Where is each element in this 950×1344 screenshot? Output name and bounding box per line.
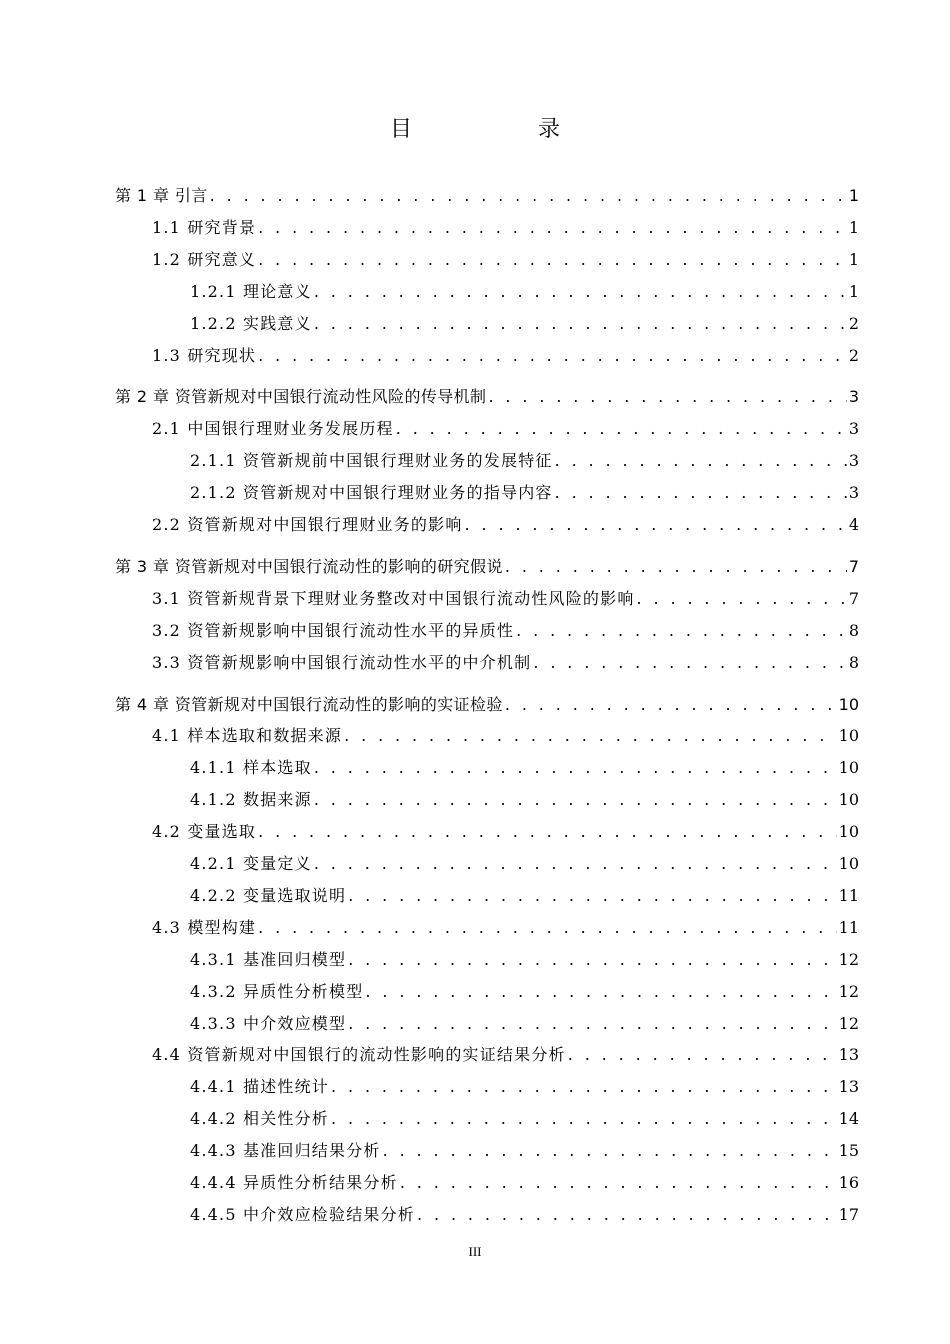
toc-leader-dots xyxy=(488,381,846,413)
toc-entry-page: 1 xyxy=(848,281,859,301)
toc-entry-page: 7 xyxy=(848,556,859,576)
toc-entry-label: 2.1 中国银行理财业务发展历程 xyxy=(152,419,394,439)
toc-entry[interactable] xyxy=(190,308,859,340)
toc-leader-dots xyxy=(344,720,837,752)
toc-chapter-entry[interactable] xyxy=(115,551,859,583)
toc-leader-dots xyxy=(314,308,847,340)
toc-entry-label: 3.1 资管新规背景下理财业务整改对中国银行流动性风险的影响 xyxy=(152,588,635,608)
toc-leader-dots xyxy=(637,583,847,615)
toc-entry-page: 1 xyxy=(848,217,859,237)
toc-entry-page: 10 xyxy=(838,854,859,873)
toc-entry-label: 1.2.1 理论意义 xyxy=(190,281,312,301)
toc-entry-page: 3 xyxy=(848,419,859,439)
toc-entry-label: 第 4 章 资管新规对中国银行流动性的影响的实证检验 xyxy=(115,694,503,714)
toc-entry[interactable] xyxy=(190,784,859,816)
toc-entry-label: 4.3.1 基准回归模型 xyxy=(190,949,347,969)
toc-entry-page: 13 xyxy=(838,1045,859,1065)
toc-leader-dots xyxy=(555,445,847,477)
toc-chapter-entry[interactable] xyxy=(115,180,859,212)
toc-entry[interactable] xyxy=(152,816,859,848)
toc-entry-label: 4.3.3 中介效应模型 xyxy=(190,1013,347,1033)
toc-entry-page: 10 xyxy=(838,822,859,842)
toc-leader-dots xyxy=(258,816,837,848)
toc-entry[interactable] xyxy=(190,276,859,308)
toc-leader-dots xyxy=(258,244,847,276)
toc-entry-page: 14 xyxy=(838,1109,859,1129)
toc-leader-dots xyxy=(348,1008,836,1040)
toc-entry[interactable] xyxy=(152,509,859,541)
toc-entry-page: 4 xyxy=(848,515,859,534)
toc-entry-page: 10 xyxy=(838,726,859,746)
toc-entry[interactable] xyxy=(190,445,859,477)
toc-entry-label: 3.2 资管新规影响中国银行流动性水平的异质性 xyxy=(152,620,515,640)
toc-entry[interactable] xyxy=(190,976,859,1008)
toc-entry-label: 2.1.2 资管新规对中国银行理财业务的指导内容 xyxy=(190,483,553,503)
toc-leader-dots xyxy=(314,752,837,784)
toc-entry-label: 4.3 模型构建 xyxy=(152,917,257,937)
toc-entry[interactable] xyxy=(152,912,859,944)
toc-leader-dots xyxy=(348,880,836,912)
toc-leader-dots xyxy=(400,1167,837,1199)
toc-leader-dots xyxy=(505,551,847,583)
toc-entry[interactable] xyxy=(190,880,859,912)
toc-leader-dots xyxy=(258,340,847,372)
toc-entry-label: 4.2.1 变量定义 xyxy=(190,854,312,873)
toc-entry-label: 3.3 资管新规影响中国银行流动性水平的中介机制 xyxy=(152,652,532,672)
toc-leader-dots xyxy=(331,1103,837,1135)
toc-title: 目 录 xyxy=(389,117,612,142)
toc-leader-dots xyxy=(258,212,847,244)
toc-leader-dots xyxy=(331,1071,837,1103)
toc-entry[interactable] xyxy=(190,848,859,880)
toc-leader-dots xyxy=(365,976,836,1008)
toc-entry-page: 12 xyxy=(838,1013,859,1033)
toc-entry[interactable] xyxy=(190,1135,859,1167)
toc-entry-page: 13 xyxy=(838,1077,859,1097)
toc-entry-page: 8 xyxy=(848,620,859,640)
toc-leader-dots xyxy=(396,413,847,445)
toc-entry-page: 3 xyxy=(848,387,859,407)
toc-entry-label: 1.1 研究背景 xyxy=(152,217,257,237)
toc-entry-label: 4.4.3 基准回归结果分析 xyxy=(190,1141,381,1161)
toc-entry-label: 第 2 章 资管新规对中国银行流动性风险的传导机制 xyxy=(115,387,487,407)
toc-entry-label: 4.4.4 异质性分析结果分析 xyxy=(190,1173,398,1192)
toc-entry-page: 16 xyxy=(838,1173,859,1192)
toc-entry[interactable] xyxy=(190,752,859,784)
toc-entry-page: 3 xyxy=(848,451,859,471)
toc-leader-dots xyxy=(555,477,847,509)
toc-leader-dots xyxy=(465,509,847,541)
toc-entry-page: 15 xyxy=(838,1141,859,1161)
toc-leader-dots xyxy=(417,1199,837,1231)
toc-entry-label: 4.4.2 相关性分析 xyxy=(190,1109,329,1129)
toc-entry-page: 2 xyxy=(848,313,859,333)
toc-entry-page: 12 xyxy=(838,949,859,969)
toc-entry-page: 2 xyxy=(848,345,859,365)
toc-entry[interactable] xyxy=(152,413,859,445)
toc-leader-dots xyxy=(314,276,847,308)
toc-entry-label: 4.3.2 异质性分析模型 xyxy=(190,981,364,1001)
toc-leader-dots xyxy=(258,912,837,944)
toc-leader-dots xyxy=(314,848,837,880)
toc-entry[interactable] xyxy=(190,944,859,976)
toc-entry-page: 1 xyxy=(848,249,859,269)
toc-entry[interactable] xyxy=(152,583,859,615)
toc-entry-label: 4.4 资管新规对中国银行的流动性影响的实证结果分析 xyxy=(152,1045,566,1065)
toc-entry-page: 17 xyxy=(838,1204,859,1224)
toc-chapter-entry[interactable] xyxy=(115,381,859,413)
toc-entry-label: 4.4.1 描述性统计 xyxy=(190,1077,329,1097)
toc-entry-page: 8 xyxy=(848,652,859,672)
toc-entry-page: 11 xyxy=(838,917,859,937)
toc-entry[interactable] xyxy=(152,212,859,244)
toc-entry-page: 3 xyxy=(848,483,859,503)
toc-entry-page: 7 xyxy=(848,588,859,608)
toc-entry-label: 1.3 研究现状 xyxy=(152,345,257,365)
toc-entry-page: 1 xyxy=(848,186,859,205)
toc-leader-dots xyxy=(568,1039,837,1071)
toc-entry-label: 2.1.1 资管新规前中国银行理财业务的发展特征 xyxy=(190,451,553,471)
toc-entry[interactable] xyxy=(190,1103,859,1135)
toc-entry-label: 4.1.2 数据来源 xyxy=(190,790,312,810)
toc-entry[interactable] xyxy=(152,615,859,647)
toc-entry-label: 2.2 资管新规对中国银行理财业务的影响 xyxy=(152,515,463,534)
toc-entry[interactable] xyxy=(152,340,859,372)
toc-leader-dots xyxy=(533,647,846,679)
toc-entry-page: 11 xyxy=(838,885,859,905)
toc-entry-label: 1.2 研究意义 xyxy=(152,249,257,269)
toc-entry-label: 4.1.1 样本选取 xyxy=(190,758,312,778)
toc-leader-dots xyxy=(505,689,837,721)
toc-leader-dots xyxy=(348,944,836,976)
toc-leader-dots xyxy=(210,180,847,212)
toc-entry-label: 4.2.2 变量选取说明 xyxy=(190,885,347,905)
toc-entry-label: 1.2.2 实践意义 xyxy=(190,313,312,333)
toc-entry[interactable] xyxy=(152,720,859,752)
toc-entry-page: 12 xyxy=(838,981,859,1001)
toc-entry-label: 4.4.5 中介效应检验结果分析 xyxy=(190,1204,415,1224)
toc-entry[interactable] xyxy=(190,1071,859,1103)
toc-entry[interactable] xyxy=(152,647,859,679)
toc-chapter-entry[interactable] xyxy=(115,689,859,721)
toc-entry[interactable] xyxy=(152,244,859,276)
toc-entry-page: 10 xyxy=(838,758,859,778)
toc-entry-label: 4.2 变量选取 xyxy=(152,822,257,842)
toc-leader-dots xyxy=(314,784,837,816)
toc-entry[interactable] xyxy=(190,1199,859,1231)
toc-entry-label: 第 1 章 引言 xyxy=(115,186,208,205)
toc-entry-page: 10 xyxy=(838,790,859,810)
toc-entry-label: 第 3 章 资管新规对中国银行流动性的影响的研究假说 xyxy=(115,556,503,576)
toc-leader-dots xyxy=(383,1135,837,1167)
page-number: III xyxy=(468,1244,482,1259)
toc-entry[interactable] xyxy=(190,477,859,509)
toc-entry-label: 4.1 样本选取和数据来源 xyxy=(152,726,343,746)
toc-entry[interactable] xyxy=(190,1167,859,1199)
toc-entry[interactable] xyxy=(190,1008,859,1040)
toc-entry[interactable] xyxy=(152,1039,859,1071)
toc-leader-dots xyxy=(516,615,847,647)
toc-entry-page: 10 xyxy=(838,694,859,714)
